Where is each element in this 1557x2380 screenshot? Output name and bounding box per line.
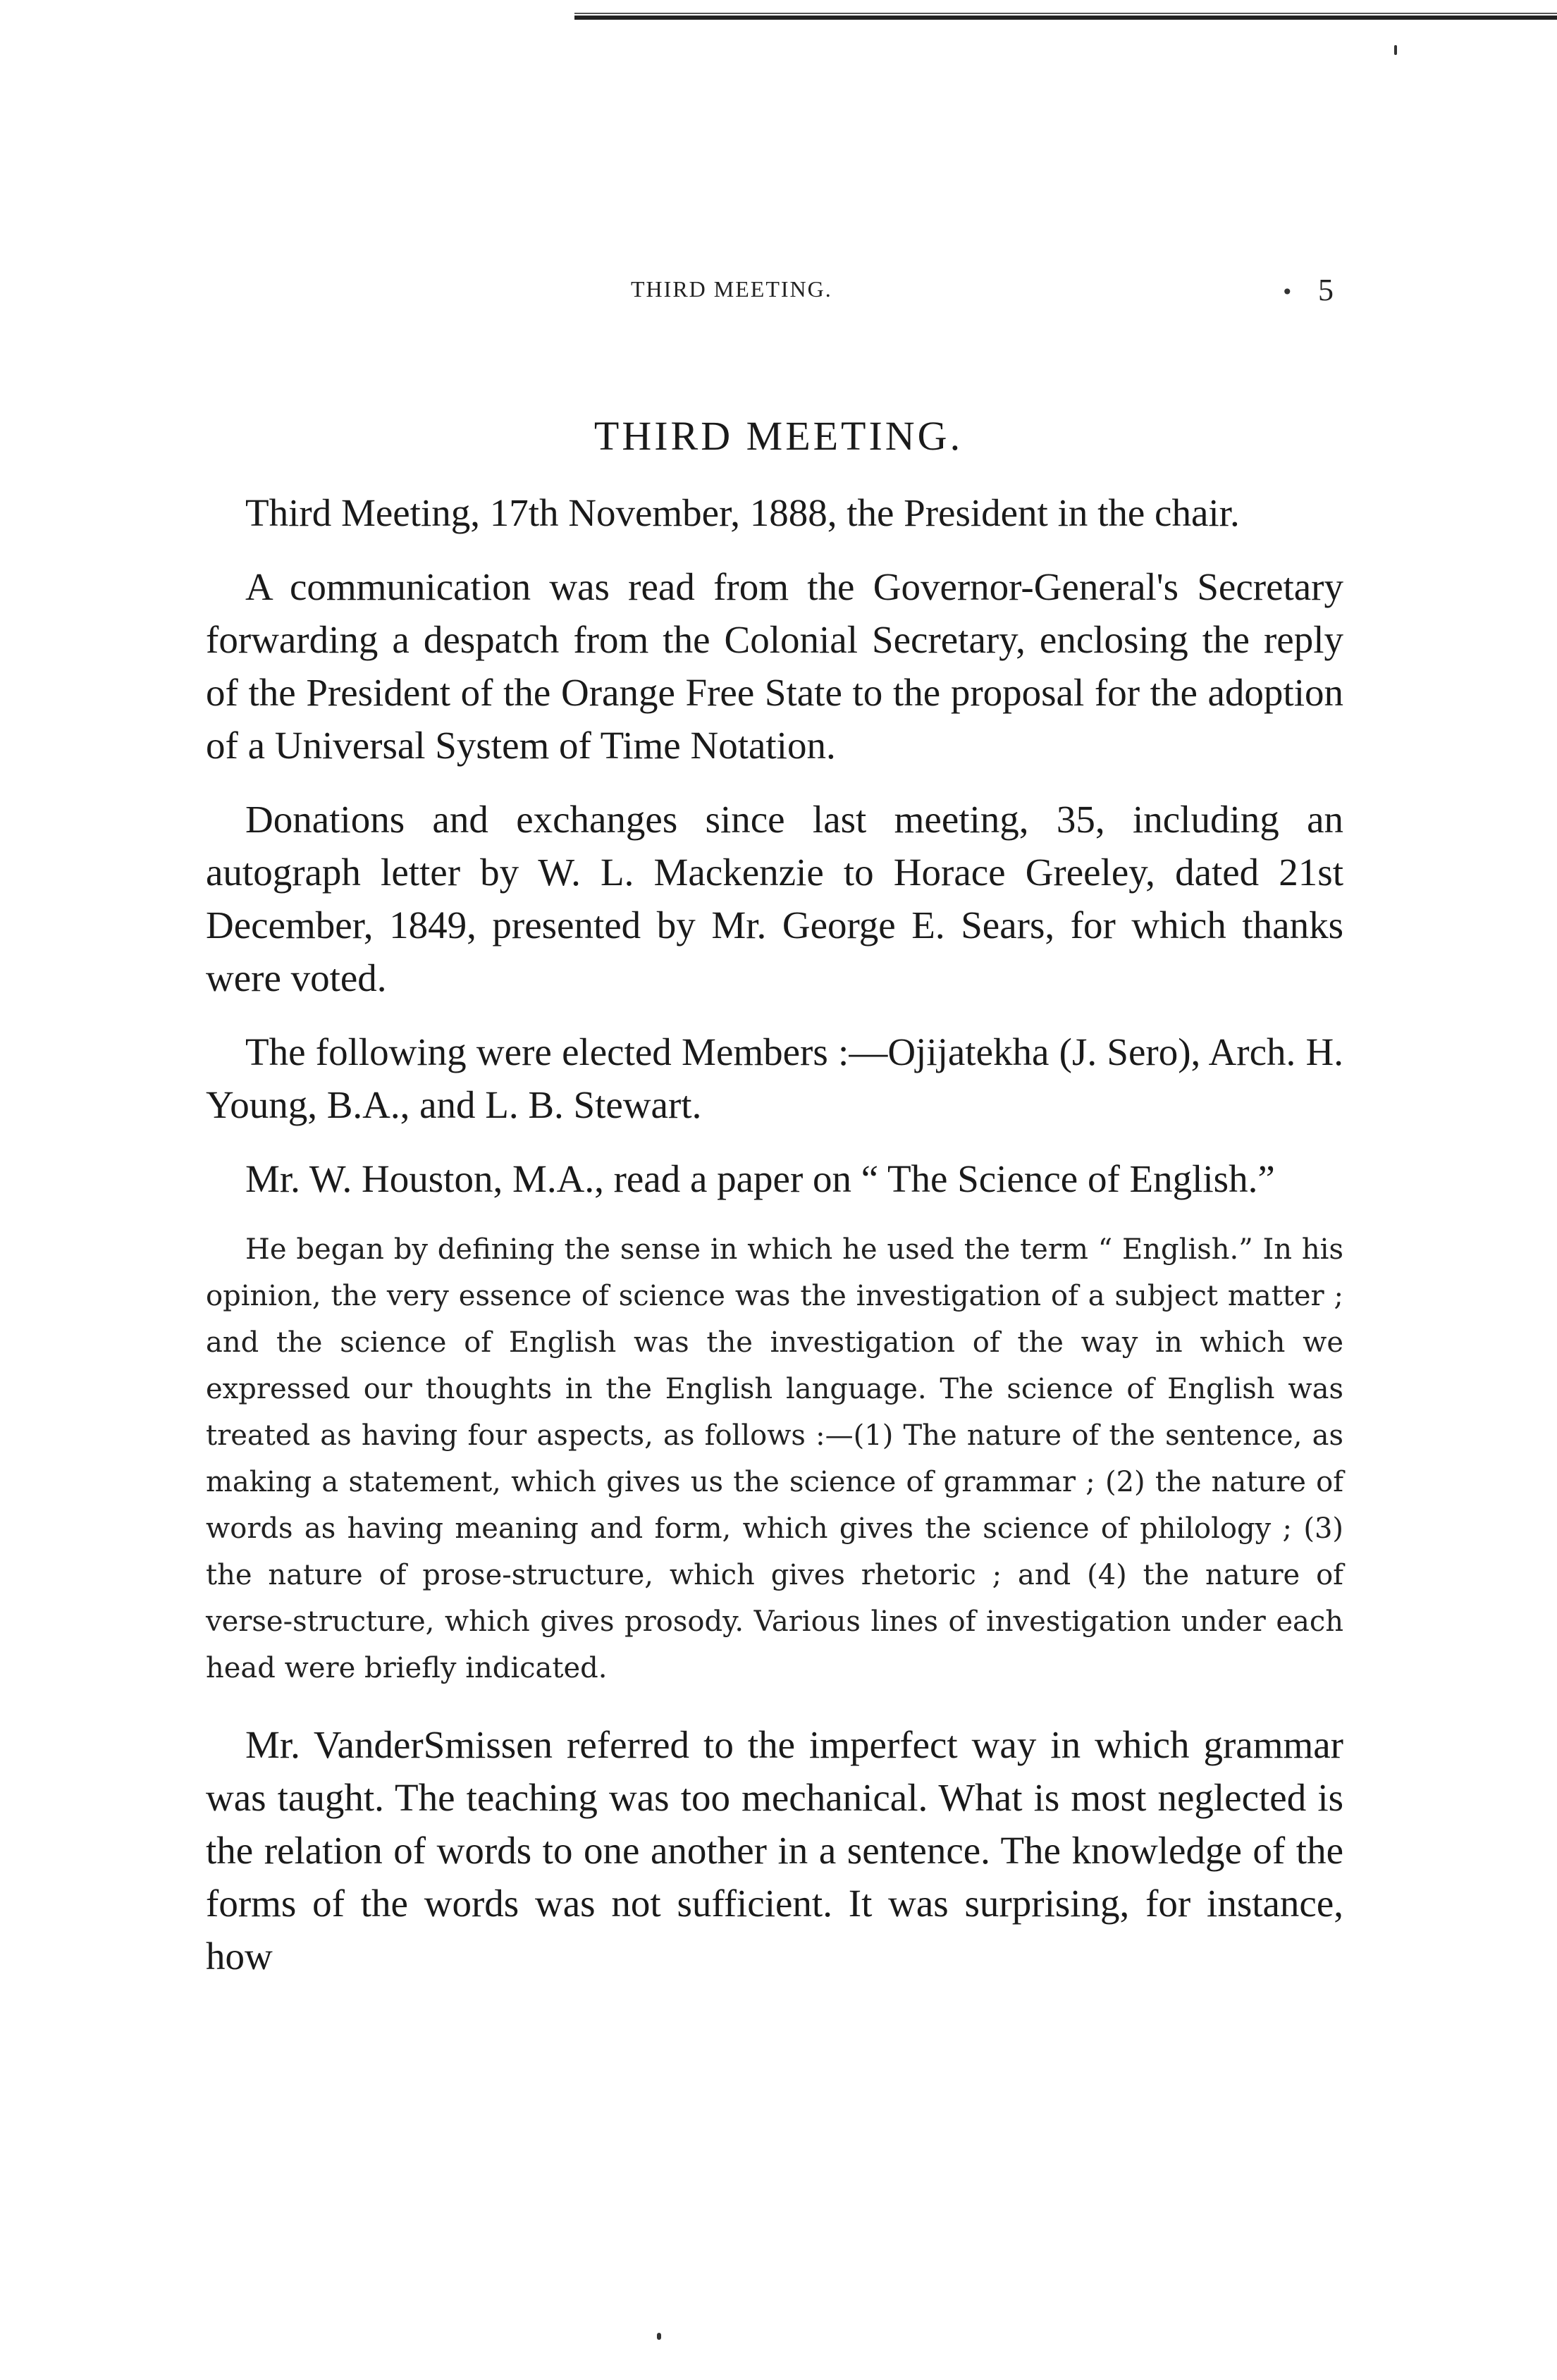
running-head-marker: • — [1281, 280, 1293, 304]
paper-abstract: He began by defining the sense in which he used the term “ English.” In his opinion, the very essence of science was the investigation of a subject matter ; and the science of English was the investigation of the way in which we expressed our thoughts in the English language. The science of English was treated as having four aspects, as follows :—(1) The nature of the sentence, as making a statement, which gives us the science of grammar ; (2) the nature of words as having meaning and form, which gives the science of philology ; (3) the nature of prose-structure, which gives rhetoric ; and (4) the nature of verse-structure, which gives prosody. Various lines of investigation under each head were briefly indicated. — [206, 1233, 1343, 1684]
print-speck — [1394, 45, 1397, 55]
top-rule — [574, 16, 1557, 20]
section-heading: THIRD MEETING. — [593, 413, 964, 459]
body-text — [206, 486, 1343, 2004]
paragraph-discussion: Mr. VanderSmissen referred to the imperfect way in which grammar was taught. The teaching was too mechanical. What is most neglected is the relation of words to one another in a sentence. The knowledge of the forms of the words was not sufficient. It was surprising, for instance, how — [206, 1723, 1343, 1978]
top-rule-thin — [574, 13, 1557, 14]
paragraph-communication: A communication was read from the Governor-General's Secretary forwarding a despatch from the Colonial Secretary, enclosing the reply of the President of the Orange Free State to the proposal for the adoption of a Universal System of Time Notation. — [206, 565, 1343, 767]
page-number: 5 — [1318, 273, 1334, 307]
running-title: THIRD MEETING. — [631, 276, 832, 302]
paragraph-donations: Donations and exchanges since last meeting, 35, including an autograph letter by W. L. Mackenzie to Horace Greeley, dated 21st December, 1849, presented by Mr. George E. Sears, for which thanks were voted. — [206, 798, 1343, 999]
print-speck — [657, 2333, 661, 2340]
running-head — [0, 273, 1557, 312]
paragraph-elections: The following were elected Members :—Ojijatekha (J. Sero), Arch. H. Young, B.A., and L. B. Stewart. — [206, 1030, 1343, 1126]
paragraph-meeting-date: Third Meeting, 17th November, 1888, the President in the chair. — [245, 491, 1240, 534]
paragraph-paper: Mr. W. Houston, M.A., read a paper on “ The Science of English.” — [245, 1157, 1275, 1200]
